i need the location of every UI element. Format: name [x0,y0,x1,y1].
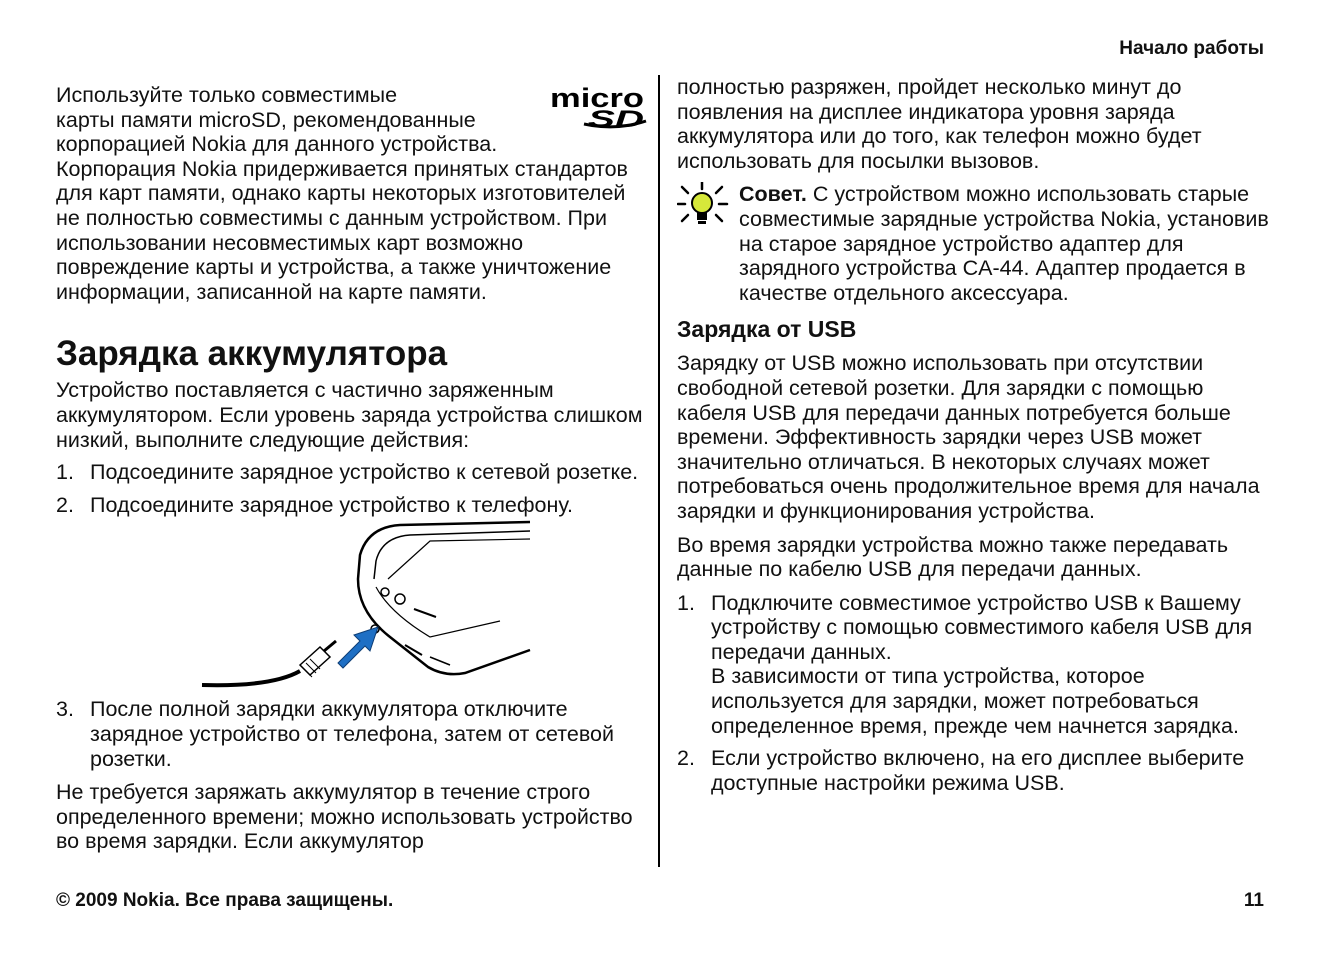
usb-paragraph: Зарядку от USB можно использовать при отсутствии свободной сетевой розетки. Для зарядки с помощью кабеля USB для передачи данных потребуется больше времени. Эффективность зарядки через USB может значительно отличаться. В некоторых случаях может потребоваться очень продолжительное время для начала зарядки и функционирования устройства. [677,351,1260,523]
running-header: Начало работы [1119,38,1264,59]
list-item: 1. Подключите совместимое устройство USB к Вашему устройству с помощью совместимого кабеля USB для передачи данных. В зависимости от типа устройства, которое используется для зарядки, может потребоваться определенное время, прежде чем начнется зарядка. [677,591,1269,739]
list-item: 1. Подсоедините зарядное устройство к сетевой розетке. [56,460,639,485]
intro-line: карты памяти microSD, рекомендованные [56,107,476,132]
column-divider [658,75,660,867]
intro-line: Используйте только совместимые [56,83,398,107]
page-number: 11 [1243,890,1264,911]
charging-intro: Устройство поставляется с частично заряженным аккумулятором. Если уровень заряда устройства слишком низкий, выполните следующие действия: [56,378,643,452]
svg-text:SD: SD [588,106,644,129]
closing-paragraph: Не требуется заряжать аккумулятор в течение строго определенного времени; можно использовать устройство во время зарядки. Если аккумулятор [56,780,633,854]
continuation-paragraph: полностью разряжен, пройдет несколько минут до появления на дисплее индикатора уровня заряда аккумулятора или до того, как телефон можно будет использовать для посылки вызовов. [677,75,1202,173]
microsd-intro-block [56,83,648,304]
step-note: В зависимости от типа устройства, которое используется для зарядки, может потребоваться определенное время, прежде чем начнется зарядка. [711,664,1239,738]
left-column [56,83,648,854]
list-item: 3. После полной зарядки аккумулятора отключите зарядное устройство от телефона, затем от сетевой розетки. [56,697,614,771]
tip-text: Совет. С устройством можно использовать старые совместимые зарядные устройства Nokia, установив на старое зарядное устройство адаптер для зарядного устройства CA-44. Адаптер продается в качестве отдельного аксессуара. [739,182,1269,305]
section-heading: Зарядка аккумулятора [56,334,448,374]
usb-heading: Зарядка от USB [677,316,857,343]
list-item: 2. Если устройство включено, на его дисплее выберите доступные настройки режима USB. [677,746,1245,795]
phone-charging-illustration [200,517,540,689]
microsd-logo-icon [548,83,648,129]
usb-paragraph: Во время зарядки устройства можно также передавать данные по кабелю USB для передачи данных. [677,532,1229,582]
list-item: 2. Подсоедините зарядное устройство к телефону. [56,492,573,517]
charging-steps [56,460,648,517]
usb-steps [677,591,1269,796]
intro-line: корпорацией Nokia для данного устройства. [56,132,498,157]
tip-block [677,182,1269,305]
lightbulb-tip-icon [677,182,729,234]
copyright: © 2009 Nokia. Все права защищены. [56,890,394,911]
svg-text:micro: micro [550,83,644,113]
intro-paragraph: Корпорация Nokia придерживается принятых стандартов для карт памяти, однако карты некоторых изготовителей не полностью совместимы с данным устройством. При использовании несовместимых карт возможно повреждение карты и устройства, а также уничтожение информации, записанной на карте памяти. [56,156,628,304]
right-column [677,75,1269,795]
charging-steps-continued [56,697,648,771]
